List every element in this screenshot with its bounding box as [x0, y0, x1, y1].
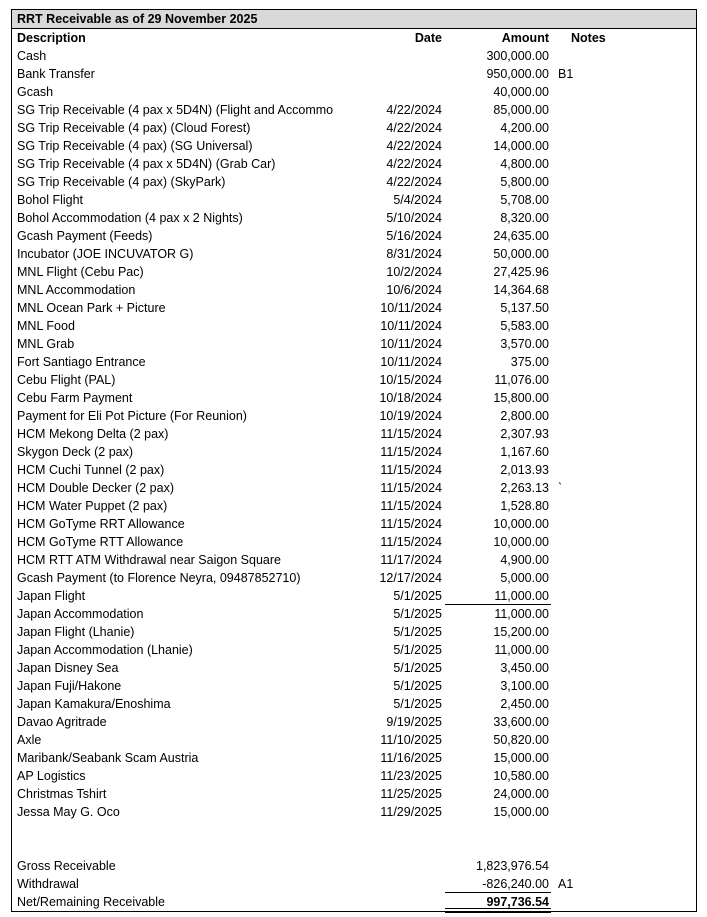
row-description: Davao Agritrade [17, 715, 107, 729]
row-description: Japan Disney Sea [17, 661, 119, 675]
row-date: 8/31/2024 [386, 247, 442, 261]
net-label: Net/Remaining Receivable [17, 895, 165, 909]
row-description: Japan Flight (Lhanie) [17, 625, 135, 639]
table-row [12, 47, 696, 65]
table-row [12, 173, 696, 191]
row-description: Bohol Accommodation (4 pax x 2 Nights) [17, 211, 243, 225]
table-row [12, 425, 696, 443]
row-date: 5/1/2025 [393, 679, 442, 693]
row-amount: 11,000.00 [494, 589, 549, 603]
table-row [12, 101, 696, 119]
row-note: ` [558, 481, 563, 495]
row-amount: 14,364.68 [493, 283, 549, 297]
row-description: SG Trip Receivable (4 pax) (SkyPark) [17, 175, 226, 189]
row-amount: 2,013.93 [500, 463, 549, 477]
row-date: 5/4/2024 [393, 193, 442, 207]
row-date: 11/15/2024 [380, 535, 442, 549]
table-row [12, 605, 696, 623]
table-row [12, 713, 696, 731]
table-row [12, 533, 696, 551]
table-row [12, 551, 696, 569]
table-row [12, 785, 696, 803]
row-amount: 11,000.00 [494, 643, 549, 657]
header-date: Date [414, 31, 442, 45]
table-row [12, 155, 696, 173]
table-row [12, 335, 696, 353]
row-amount: 3,570.00 [500, 337, 549, 351]
row-description: Christmas Tshirt [17, 787, 107, 801]
row-amount: 375.00 [510, 355, 549, 369]
net-row [12, 893, 696, 911]
row-description: MNL Food [17, 319, 75, 333]
row-amount: 24,000.00 [493, 787, 549, 801]
table-row [12, 389, 696, 407]
row-date: 10/18/2024 [379, 391, 442, 405]
table-row [12, 623, 696, 641]
row-date: 4/22/2024 [386, 157, 442, 171]
row-date: 10/15/2024 [379, 373, 442, 387]
table-row [12, 227, 696, 245]
row-description: Cebu Flight (PAL) [17, 373, 116, 387]
table-row [12, 443, 696, 461]
row-date: 11/29/2025 [380, 805, 442, 819]
table-row [12, 191, 696, 209]
row-description: MNL Ocean Park + Picture [17, 301, 166, 315]
row-date: 5/1/2025 [393, 643, 442, 657]
row-date: 11/15/2024 [380, 517, 442, 531]
table-row [12, 209, 696, 227]
row-description: Gcash [17, 85, 54, 99]
table-row [12, 659, 696, 677]
row-amount: 24,635.00 [493, 229, 549, 243]
row-description: Japan Accommodation [17, 607, 144, 621]
row-date: 11/15/2024 [380, 427, 442, 441]
gross-label: Gross Receivable [17, 859, 116, 873]
sheet-title: RRT Receivable as of 29 November 2025 [12, 10, 696, 29]
row-date: 4/22/2024 [386, 103, 442, 117]
row-date: 11/10/2025 [380, 733, 442, 747]
row-description: Axle [17, 733, 42, 747]
row-amount: 14,000.00 [493, 139, 549, 153]
row-date: 5/1/2025 [393, 589, 442, 603]
row-description: HCM Water Puppet (2 pax) [17, 499, 168, 513]
row-description: SG Trip Receivable (4 pax) (Cloud Forest) [17, 121, 251, 135]
row-amount: 40,000.00 [493, 85, 549, 99]
row-description: SG Trip Receivable (4 pax x 5D4N) (Grab Car) [17, 157, 276, 171]
net-double-underline [445, 908, 551, 913]
row-amount: 2,450.00 [500, 697, 549, 711]
gross-amount: 1,823,976.54 [476, 859, 549, 873]
row-description: Gcash Payment (Feeds) [17, 229, 153, 243]
gross-row [12, 857, 696, 875]
header-description: Description [17, 31, 86, 45]
row-amount: 5,708.00 [500, 193, 549, 207]
row-description: Incubator (JOE INCUVATOR G) [17, 247, 194, 261]
row-date: 10/11/2024 [380, 319, 442, 333]
row-description: MNL Grab [17, 337, 75, 351]
table-row [12, 281, 696, 299]
row-description: Japan Accommodation (Lhanie) [17, 643, 193, 657]
row-amount: 5,000.00 [500, 571, 549, 585]
row-description: HCM Mekong Delta (2 pax) [17, 427, 169, 441]
row-amount: 300,000.00 [486, 49, 549, 63]
row-date: 10/11/2024 [380, 355, 442, 369]
row-amount: 3,450.00 [500, 661, 549, 675]
header-notes: Notes [571, 31, 606, 45]
row-description: Japan Flight [17, 589, 86, 603]
table-row [12, 407, 696, 425]
row-date: 5/1/2025 [393, 625, 442, 639]
row-amount: 10,000.00 [493, 535, 549, 549]
row-description: Cash [17, 49, 47, 63]
row-amount: 11,076.00 [494, 373, 549, 387]
row-description: Maribank/Seabank Scam Austria [17, 751, 199, 765]
row-description: Japan Fuji/Hakone [17, 679, 122, 693]
row-amount: 5,800.00 [500, 175, 549, 189]
table-row [12, 65, 696, 83]
table-row [12, 767, 696, 785]
row-description: MNL Accommodation [17, 283, 136, 297]
row-description: HCM GoTyme RTT Allowance [17, 535, 184, 549]
net-amount: 997,736.54 [486, 895, 549, 909]
table-row [12, 137, 696, 155]
row-amount: 15,000.00 [493, 805, 549, 819]
row-amount: 10,580.00 [493, 769, 549, 783]
row-amount: 11,000.00 [494, 607, 549, 621]
row-description: AP Logistics [17, 769, 86, 783]
row-description: Bank Transfer [17, 67, 95, 81]
row-amount: 2,307.93 [500, 427, 549, 441]
table-row [12, 641, 696, 659]
row-date: 10/2/2024 [386, 265, 442, 279]
row-date: 12/17/2024 [379, 571, 442, 585]
row-amount: 1,528.80 [500, 499, 549, 513]
row-description: Fort Santiago Entrance [17, 355, 146, 369]
row-amount: 10,000.00 [493, 517, 549, 531]
table-row [12, 749, 696, 767]
row-date: 11/25/2025 [380, 787, 442, 801]
row-amount: 15,800.00 [493, 391, 549, 405]
row-amount: 5,583.00 [500, 319, 549, 333]
row-date: 5/1/2025 [393, 661, 442, 675]
row-amount: 2,800.00 [500, 409, 549, 423]
table-row [12, 497, 696, 515]
row-description: Gcash Payment (to Florence Neyra, 09487852710) [17, 571, 301, 585]
row-date: 5/1/2025 [393, 607, 442, 621]
row-description: HCM GoTyme RRT Allowance [17, 517, 185, 531]
row-date: 10/11/2024 [380, 301, 442, 315]
withdrawal-label: Withdrawal [17, 877, 79, 891]
row-amount: 3,100.00 [500, 679, 549, 693]
row-amount: 950,000.00 [486, 67, 549, 81]
row-date: 5/1/2025 [393, 697, 442, 711]
row-date: 10/11/2024 [380, 337, 442, 351]
row-description: Jessa May G. Oco [17, 805, 120, 819]
withdrawal-row [12, 875, 696, 893]
row-date: 5/10/2024 [386, 211, 442, 225]
row-description: Cebu Farm Payment [17, 391, 133, 405]
row-amount: 50,000.00 [493, 247, 549, 261]
row-description: HCM Double Decker (2 pax) [17, 481, 174, 495]
row-amount: 33,600.00 [493, 715, 549, 729]
table-row [12, 569, 696, 587]
table-row [12, 677, 696, 695]
row-date: 11/15/2024 [380, 445, 442, 459]
header-amount: Amount [501, 31, 549, 45]
row-note: B1 [558, 67, 574, 81]
table-row [12, 83, 696, 101]
row-date: 9/19/2025 [386, 715, 442, 729]
row-date: 11/17/2024 [380, 553, 442, 567]
row-amount: 27,425.96 [493, 265, 549, 279]
withdrawal-note: A1 [558, 877, 574, 891]
row-description: Bohol Flight [17, 193, 84, 207]
row-date: 11/15/2024 [380, 463, 442, 477]
table-row [12, 731, 696, 749]
row-amount: 50,820.00 [493, 733, 549, 747]
row-date: 11/15/2024 [380, 499, 442, 513]
row-date: 11/15/2024 [380, 481, 442, 495]
withdrawal-amount: -826,240.00 [482, 877, 549, 891]
row-amount: 85,000.00 [493, 103, 549, 117]
table-row [12, 119, 696, 137]
row-description: HCM Cuchi Tunnel (2 pax) [17, 463, 165, 477]
row-description: MNL Flight (Cebu Pac) [17, 265, 144, 279]
row-date: 11/16/2025 [380, 751, 442, 765]
row-date: 10/19/2024 [379, 409, 442, 423]
row-amount: 5,137.50 [500, 301, 549, 315]
row-amount: 2,263.13 [500, 481, 549, 495]
row-date: 11/23/2025 [380, 769, 442, 783]
table-row [12, 515, 696, 533]
table-row [12, 299, 696, 317]
row-date: 4/22/2024 [386, 175, 442, 189]
row-description: SG Trip Receivable (4 pax x 5D4N) (Flight and Accommo [17, 103, 334, 117]
row-description: Skygon Deck (2 pax) [17, 445, 134, 459]
table-row [12, 803, 696, 821]
table-row [12, 317, 696, 335]
row-amount: 4,900.00 [500, 553, 549, 567]
row-amount: 1,167.60 [500, 445, 549, 459]
column-header-row [12, 29, 696, 47]
table-row [12, 461, 696, 479]
table-row [12, 353, 696, 371]
row-date: 10/6/2024 [386, 283, 442, 297]
row-amount: 15,200.00 [493, 625, 549, 639]
row-description: Japan Kamakura/Enoshima [17, 697, 171, 711]
table-row [12, 695, 696, 713]
table-row [12, 263, 696, 281]
row-amount: 8,320.00 [500, 211, 549, 225]
row-amount: 4,200.00 [500, 121, 549, 135]
row-date: 4/22/2024 [386, 139, 442, 153]
table-row [12, 479, 696, 497]
receivable-sheet [11, 9, 697, 912]
row-date: 4/22/2024 [386, 121, 442, 135]
table-row [12, 245, 696, 263]
table-row [12, 587, 696, 605]
row-description: Payment for Eli Pot Picture (For Reunion) [17, 409, 247, 423]
table-row [12, 371, 696, 389]
row-description: HCM RTT ATM Withdrawal near Saigon Square [17, 553, 281, 567]
row-amount: 15,000.00 [493, 751, 549, 765]
row-description: SG Trip Receivable (4 pax) (SG Universal) [17, 139, 253, 153]
row-date: 5/16/2024 [386, 229, 442, 243]
row-amount: 4,800.00 [500, 157, 549, 171]
